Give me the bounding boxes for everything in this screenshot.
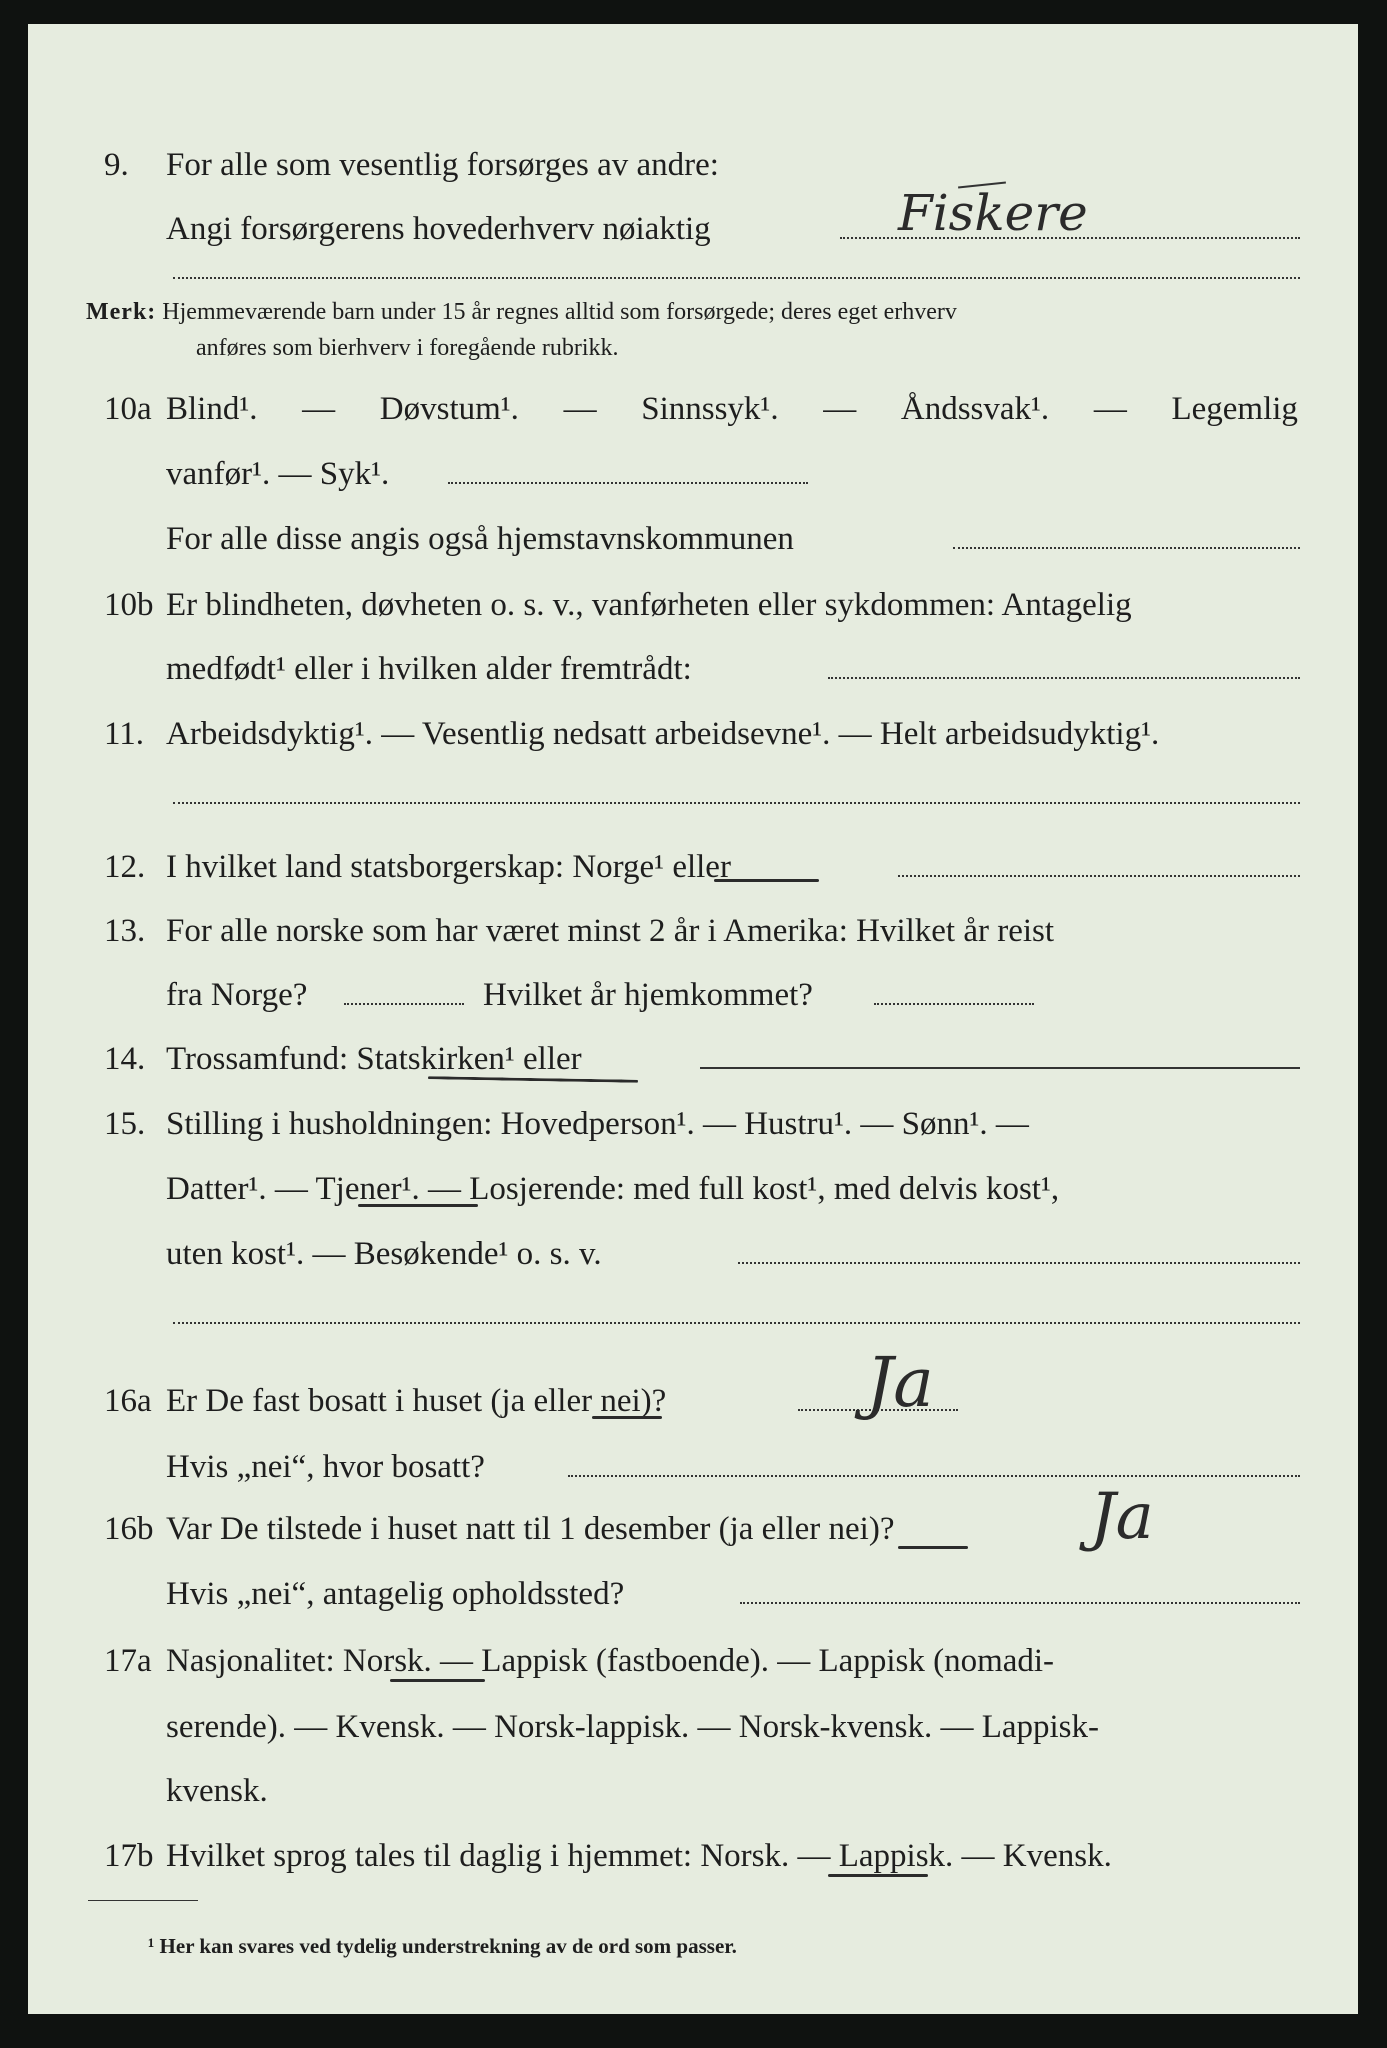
question-17b-line-1	[28, 1831, 1358, 1881]
question-13-reist-line	[344, 1003, 464, 1005]
question-12-answer-line	[898, 875, 1300, 877]
question-17a-text-3: kvensk.	[166, 1773, 268, 1809]
census-form-page	[28, 24, 1358, 2014]
question-10a-syk-line	[448, 482, 808, 484]
dash: —	[563, 391, 597, 427]
option-sinnssyk: Sinnssyk¹.	[641, 391, 779, 427]
question-10a-line-1	[28, 384, 1358, 434]
underline-ja-16b	[898, 1546, 968, 1549]
question-16b-number: 16b	[104, 1511, 154, 1547]
question-16b-handwritten-answer: Ja	[1090, 1480, 1154, 1554]
question-17a-line-2	[28, 1702, 1358, 1752]
note-text-line-2: anføres som bierhverv i foregående rubrikk.	[196, 335, 619, 361]
question-9-line-2	[28, 204, 1358, 254]
question-17a-number: 17a	[104, 1643, 152, 1679]
question-16b-line-2	[28, 1569, 1358, 1619]
question-9-extra-line	[173, 277, 1300, 279]
question-17a-line-3	[28, 1766, 1358, 1816]
question-16b-line-1	[28, 1504, 1358, 1554]
question-10b-text-1: Er blindheten, døvheten o. s. v., vanførheten eller sykdommen: Antagelig	[166, 587, 1132, 623]
question-13-text-1: For alle norske som har været minst 2 år i Amerika: Hvilket år reist	[166, 913, 1055, 949]
question-9-handwritten-answer: Fiskere	[898, 184, 1088, 242]
question-15-text-2: Datter¹. — Tjener¹. — Losjerende: med full kost¹, med delvis kost¹,	[166, 1171, 1060, 1207]
option-blind: Blind¹.	[166, 391, 258, 427]
question-16a-line-1	[28, 1376, 1358, 1426]
question-10a-line-3	[28, 514, 1358, 564]
question-9-line-1	[28, 140, 1358, 190]
question-17a-text-1: Nasjonalitet: Norsk. — Lappisk (fastboende). — Lappisk (nomadi-	[166, 1643, 1055, 1679]
dash: —	[1093, 391, 1127, 427]
question-12-text: I hvilket land statsborgerskap: Norge¹ eller	[166, 849, 731, 885]
option-andssvak: Åndssvak¹.	[900, 391, 1050, 427]
note-label: Merk:	[86, 299, 157, 325]
question-14-number: 14.	[104, 1041, 146, 1077]
question-12-number: 12.	[104, 849, 146, 885]
question-17b-number: 17b	[104, 1838, 154, 1874]
question-16b-opholdssted-line	[740, 1602, 1300, 1604]
underline-tjener	[358, 1204, 478, 1207]
question-10a-text-2: vanfør¹. — Syk¹.	[166, 456, 390, 492]
question-15-number: 15.	[104, 1106, 146, 1142]
question-17b-text: Hvilket sprog tales til daglig i hjemmet: Norsk. — Lappisk. — Kvensk.	[166, 1838, 1112, 1874]
question-13-text-2a: fra Norge?	[166, 977, 308, 1013]
question-16a-handwritten-answer: Ja	[866, 1344, 934, 1423]
question-10a-line-2	[28, 449, 1358, 499]
question-10a-text-3: For alle disse angis også hjemstavnskommunen	[166, 521, 794, 557]
question-15-answer-line	[738, 1262, 1300, 1264]
question-16b-text-1: Var De tilstede i huset natt til 1 desember (ja eller nei)?	[166, 1511, 895, 1547]
question-10b-text-2: medfødt¹ eller i hvilken alder fremtrådt:	[166, 651, 692, 687]
underline-norge	[714, 879, 819, 882]
question-15-text-3: uten kost¹. — Besøkende¹ o. s. v.	[166, 1236, 602, 1272]
question-10b-number: 10b	[104, 587, 154, 623]
question-15-text-1: Stilling i husholdningen: Hovedperson¹. — Hustru¹. — Sønn¹. —	[166, 1106, 1029, 1142]
dash: —	[823, 391, 857, 427]
question-12-line-1	[28, 842, 1358, 892]
footnote-rule	[88, 1900, 198, 1901]
question-15-line-3	[28, 1229, 1358, 1279]
option-legemlig: Legemlig	[1171, 391, 1298, 427]
note-text-line-1: Hjemmeværende barn under 15 år regnes alltid som forsørgede; deres eget erhverv	[162, 299, 957, 325]
question-17a-text-2: serende). — Kvensk. — Norsk-lappisk. — Norsk-kvensk. — Lappisk-	[166, 1709, 1100, 1745]
question-16a-text-1: Er De fast bosatt i huset (ja eller nei)?	[166, 1383, 667, 1419]
question-10b-line-1	[28, 580, 1358, 630]
question-13-number: 13.	[104, 913, 146, 949]
question-17a-line-1	[28, 1636, 1358, 1686]
footnote: ¹ Her kan svares ved tydelig understrekning av de ord som passer.	[148, 1934, 737, 1958]
question-9-text: For alle som vesentlig forsørges av andre:	[166, 147, 719, 183]
question-10a-number: 10a	[104, 391, 152, 427]
question-16a-text-2: Hvis „nei“, hvor bosatt?	[166, 1449, 485, 1485]
question-16b-text-2: Hvis „nei“, antagelig opholdssted?	[166, 1576, 625, 1612]
question-9-prompt: Angi forsørgerens hovederhverv nøiaktig	[166, 211, 711, 247]
dash: —	[302, 391, 336, 427]
option-dovstum: Døvstum¹.	[379, 391, 519, 427]
question-11-text: Arbeidsdyktig¹. — Vesentlig nedsatt arbeidsevne¹. — Helt arbeidsudyktig¹.	[166, 716, 1160, 752]
question-10b-answer-line	[828, 677, 1300, 679]
question-11-line-1	[28, 709, 1358, 759]
question-13-hjemkommet-line	[874, 1003, 1034, 1005]
question-9-number: 9.	[104, 147, 129, 183]
underline-ja	[592, 1416, 662, 1419]
question-15-line-1	[28, 1099, 1358, 1149]
question-10a-hjemstavn-line	[953, 547, 1300, 549]
question-14-text: Trossamfund: Statskirken¹ eller	[166, 1041, 582, 1077]
question-14-line-1	[28, 1034, 1358, 1084]
question-14-answer-line	[700, 1067, 1300, 1069]
question-11-number: 11.	[104, 716, 145, 752]
question-11-answer-line	[173, 802, 1300, 804]
underline-norsk-17b	[828, 1874, 928, 1877]
question-16a-number: 16a	[104, 1383, 152, 1419]
question-15-line-2	[28, 1164, 1358, 1214]
question-13-line-1	[28, 906, 1358, 956]
question-15-extra-line	[173, 1322, 1300, 1324]
question-16a-bosatt-line	[568, 1475, 1300, 1477]
note-merk	[86, 294, 1316, 366]
question-10b-line-2	[28, 644, 1358, 694]
question-13-line-2	[28, 970, 1358, 1020]
underline-norsk	[390, 1679, 485, 1682]
question-16a-line-2	[28, 1442, 1358, 1492]
question-10a-options	[166, 384, 1298, 434]
question-13-text-2b: Hvilket år hjemkommet?	[483, 977, 813, 1013]
